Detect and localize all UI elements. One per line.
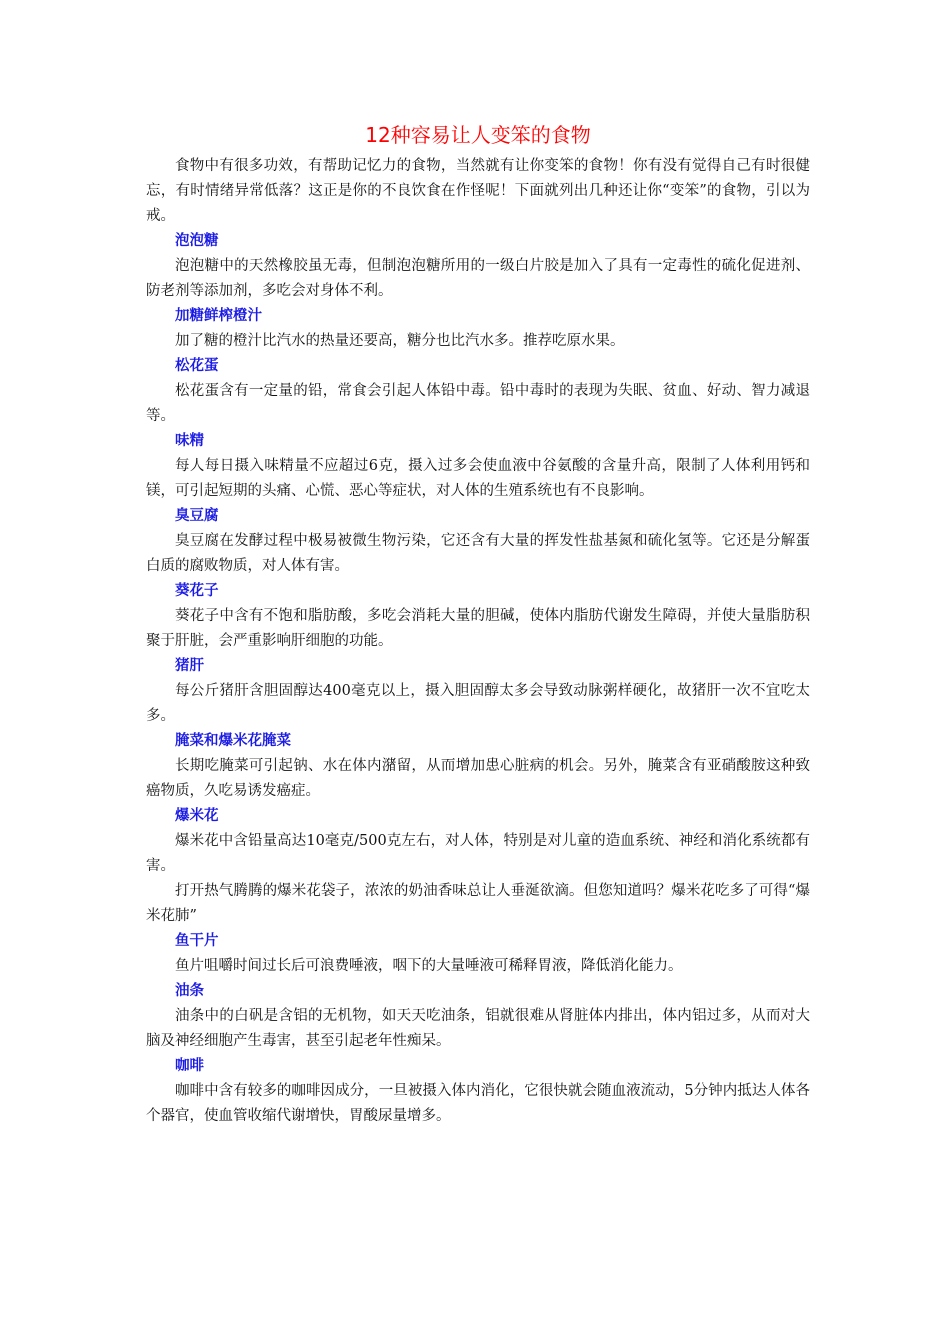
section-paragraph: 咖啡中含有较多的咖啡因成分，一旦被摄入体内消化，它很快就会随血液流动，5分钟内抵达人体各个器官，使血管收缩代谢增快，胃酸尿量增多。 — [146, 1083, 810, 1124]
section-heading: 爆米花 — [175, 808, 219, 824]
section-sunflower-seeds — [146, 579, 810, 654]
section-paragraph: 臭豆腐在发酵过程中极易被微生物污染，它还含有大量的挥发性盐基氮和硫化氢等。它还是分解蛋白质的腐败物质，对人体有害。 — [146, 533, 810, 574]
section-heading: 猪肝 — [175, 658, 204, 674]
section-paragraph: 每公斤猪肝含胆固醇达400毫克以上，摄入胆固醇太多会导致动脉粥样硬化，故猪肝一次不宜吃太多。 — [146, 683, 810, 724]
section-paragraph: 每人每日摄入味精量不应超过6克，摄入过多会使血液中谷氨酸的含量升高，限制了人体利用钙和镁，可引起短期的头痛、心慌、恶心等症状，对人体的生殖系统也有不良影响。 — [146, 458, 810, 499]
intro-paragraph: 食物中有很多功效，有帮助记忆力的食物，当然就有让你变笨的食物！你有没有觉得自己有时很健忘，有时情绪异常低落？这正是你的不良饮食在作怪呢！下面就列出几种还让你“变笨”的食物，引以为戒。 — [146, 158, 810, 224]
section-pork-liver — [146, 654, 810, 729]
section-pickles — [146, 729, 810, 804]
section-paragraph: 油条中的白矾是含铝的无机物，如天天吃油条，铝就很难从肾脏体内排出，体内铝过多，从而对大脑及神经细胞产生毒害，甚至引起老年性痴呆。 — [146, 1008, 810, 1049]
section-heading: 加糖鲜榨橙汁 — [175, 308, 262, 324]
section-heading: 臭豆腐 — [175, 508, 219, 524]
section-paragraph: 鱼片咀嚼时间过长后可浪费唾液，咽下的大量唾液可稀释胃液，降低消化能力。 — [175, 958, 683, 974]
section-paragraph: 长期吃腌菜可引起钠、水在体内潴留，从而增加患心脏病的机会。另外，腌菜含有亚硝酸胺这种致癌物质，久吃易诱发癌症。 — [146, 758, 810, 799]
section-heading: 葵花子 — [175, 583, 219, 599]
section-heading: 腌菜和爆米花腌菜 — [175, 733, 291, 749]
section-bubble-gum — [146, 229, 810, 304]
section-heading: 味精 — [175, 433, 204, 449]
page-title: 12种容易让人变笨的食物 — [365, 123, 591, 147]
section-dried-fish-slices — [146, 929, 810, 979]
section-paragraph: 松花蛋含有一定量的铅，常食会引起人体铅中毒。铅中毒时的表现为失眠、贫血、好动、智力减退等。 — [146, 383, 810, 424]
section-msg — [146, 429, 810, 504]
section-heading: 松花蛋 — [175, 358, 219, 374]
section-paragraph: 加了糖的橙汁比汽水的热量还要高，糖分也比汽水多。推荐吃原水果。 — [175, 333, 625, 349]
section-coffee — [146, 1054, 810, 1129]
section-sweetened-orange-juice — [146, 304, 810, 354]
section-heading: 鱼干片 — [175, 933, 219, 949]
section-heading: 油条 — [175, 983, 204, 999]
section-stinky-tofu — [146, 504, 810, 579]
section-preserved-egg — [146, 354, 810, 429]
section-paragraph: 葵花子中含有不饱和脂肪酸，多吃会消耗大量的胆碱，使体内脂肪代谢发生障碍，并使大量脂肪积聚于肝脏，会严重影响肝细胞的功能。 — [146, 608, 810, 649]
section-paragraph: 爆米花中含铅量高达10毫克/500克左右，对人体，特别是对儿童的造血系统、神经和消化系统都有害。 — [146, 833, 810, 874]
section-heading: 泡泡糖 — [175, 233, 219, 249]
document-page — [146, 120, 810, 1129]
section-paragraph: 泡泡糖中的天然橡胶虽无毒，但制泡泡糖所用的一级白片胶是加入了具有一定毒性的硫化促进剂、防老剂等添加剂，多吃会对身体不利。 — [146, 258, 810, 299]
section-heading: 咖啡 — [175, 1058, 204, 1074]
section-popcorn — [146, 804, 810, 929]
section-paragraph: 打开热气腾腾的爆米花袋子，浓浓的奶油香味总让人垂涎欲滴。但您知道吗？爆米花吃多了可得“爆米花肺” — [146, 883, 810, 924]
section-fried-dough-sticks — [146, 979, 810, 1054]
